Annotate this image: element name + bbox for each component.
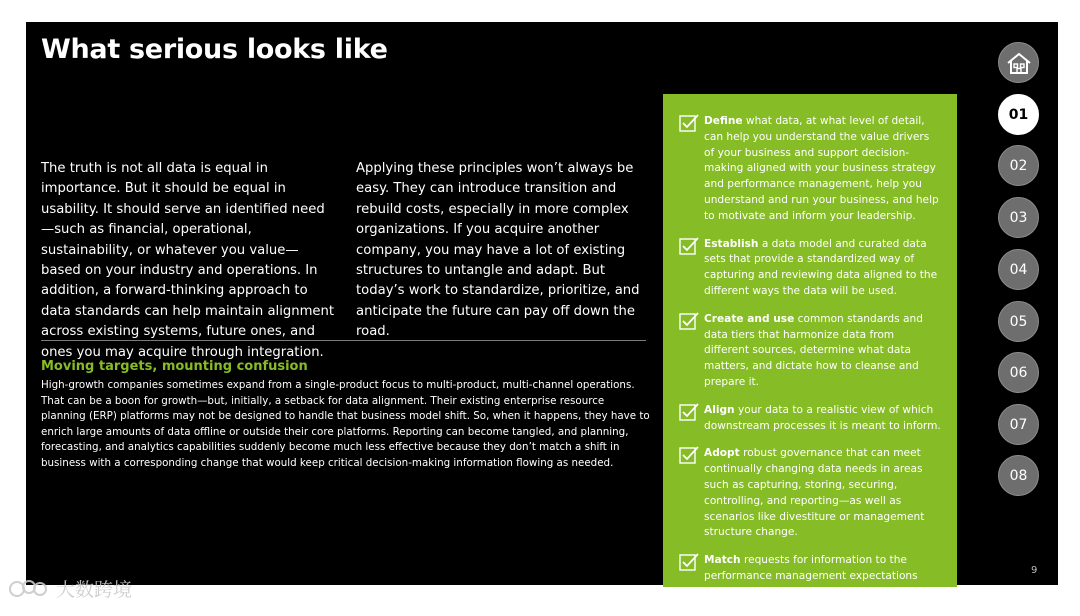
checklist-keyword: Create and use [704,312,795,325]
watermark-text: 大数跨境 [56,579,133,601]
logo-icon [8,578,48,600]
checklist-keyword: Establish [704,237,759,250]
checklist-item [679,403,941,435]
nav-section-06[interactable]: 06 [998,352,1039,393]
watermark [8,575,132,602]
checklist-item-text [704,312,941,391]
checklist-keyword: Align [704,403,735,416]
section-divider [41,340,646,341]
checkbox-check-icon [679,403,699,421]
checkbox-check-icon [679,312,699,330]
checklist-keyword: Adopt [704,447,740,460]
checklist-item-text [704,237,941,300]
checklist-item [679,312,941,391]
section-body: High-growth companies sometimes expand from a single-product focus to multi-product, multi-channel operations. That can be a boon for growth—but, initially, a setback for data alignment. Their existing enterprise resource planning (ERP) platforms may not be designed to handle that business model shift. So, when it happens, they have to enrich large amounts of data offline or outside their core platforms. Reporting can become tangled, and planning, forecasting, and analytics capabilities suddenly become much less effective because they don’t match a shift in business with a corresponding change that would keep critical decision-making information flowing as needed. [41,379,650,469]
checkbox-check-icon [679,553,699,571]
section-heading: Moving targets, mounting confusion [41,359,308,374]
checkbox-check-icon [679,237,699,255]
page-title: What serious looks like [41,34,388,65]
checklist-keyword: Match [704,554,741,567]
checklist-description: a data model and curated data sets that provide a standardized way of capturing and reviewing data aligned to the different ways the data will be used. [704,237,938,297]
checklist-item [679,446,941,541]
nav-section-08[interactable]: 08 [998,455,1039,496]
home-button[interactable] [998,42,1039,83]
checklist-item-text [704,403,941,435]
intro-paragraph: The truth is not all data is equal in importance. But it should be equal in usability. It should serve an identified need—such as financial, operational, sustainability, or whatever you value—based on your industry and operations. In addition, a forward-thinking approach to data standards can help maintain alignment across existing systems, future ones, and ones you may acquire through integration. Applying these principles won’t always be easy. They can introduce transition and rebuild costs, especially in more complex organizations. If you acquire another company, you may have a lot of existing structures to untangle and adapt. But today’s work to standardize, prioritize, and anticipate the future can pay off down the road. [41,161,640,360]
checklist-item [679,553,941,616]
checklist-item-text [704,446,941,541]
checklist-item-text [704,114,941,225]
home-icon [1006,51,1032,75]
checkbox-check-icon [679,114,699,132]
nav-section-03[interactable]: 03 [998,197,1039,238]
checklist-description: robust governance that can meet continually changing data needs in areas such as capturing, storing, securing, controlling, and reporting—as well as scenarios like divestiture or management structure change. [704,447,925,539]
nav-section-07[interactable]: 07 [998,404,1039,445]
checkbox-check-icon [679,446,699,464]
nav-section-04[interactable]: 04 [998,249,1039,290]
checklist-description: common standards and data tiers that harmonize data from different sources, determine what data matters, and dictate how to cleanse and prepare it. [704,312,923,388]
nav-section-02[interactable]: 02 [998,145,1039,186]
checklist-description: your data to a realistic view of which downstream processes it is meant to inform. [704,403,941,432]
checklist-description: what data, at what level of detail, can help you understand the value drivers of your business and support decision-making aligned with your business strategy and performance management, help you understand and run your business, and help to motivate and inform your leadership. [704,115,939,222]
checklist-keyword: Define [704,115,743,127]
nav-section-05[interactable]: 05 [998,301,1039,342]
page-number: 9 [1031,565,1038,576]
checklist-item [679,237,941,300]
checklist-item-text [704,553,941,616]
checklist-panel [663,94,957,614]
nav-section-01[interactable]: 01 [998,94,1039,135]
checklist-description: requests for information to the performance management expectations that data is meant to support—no more, no less. [704,554,935,614]
checklist-item [679,114,941,225]
